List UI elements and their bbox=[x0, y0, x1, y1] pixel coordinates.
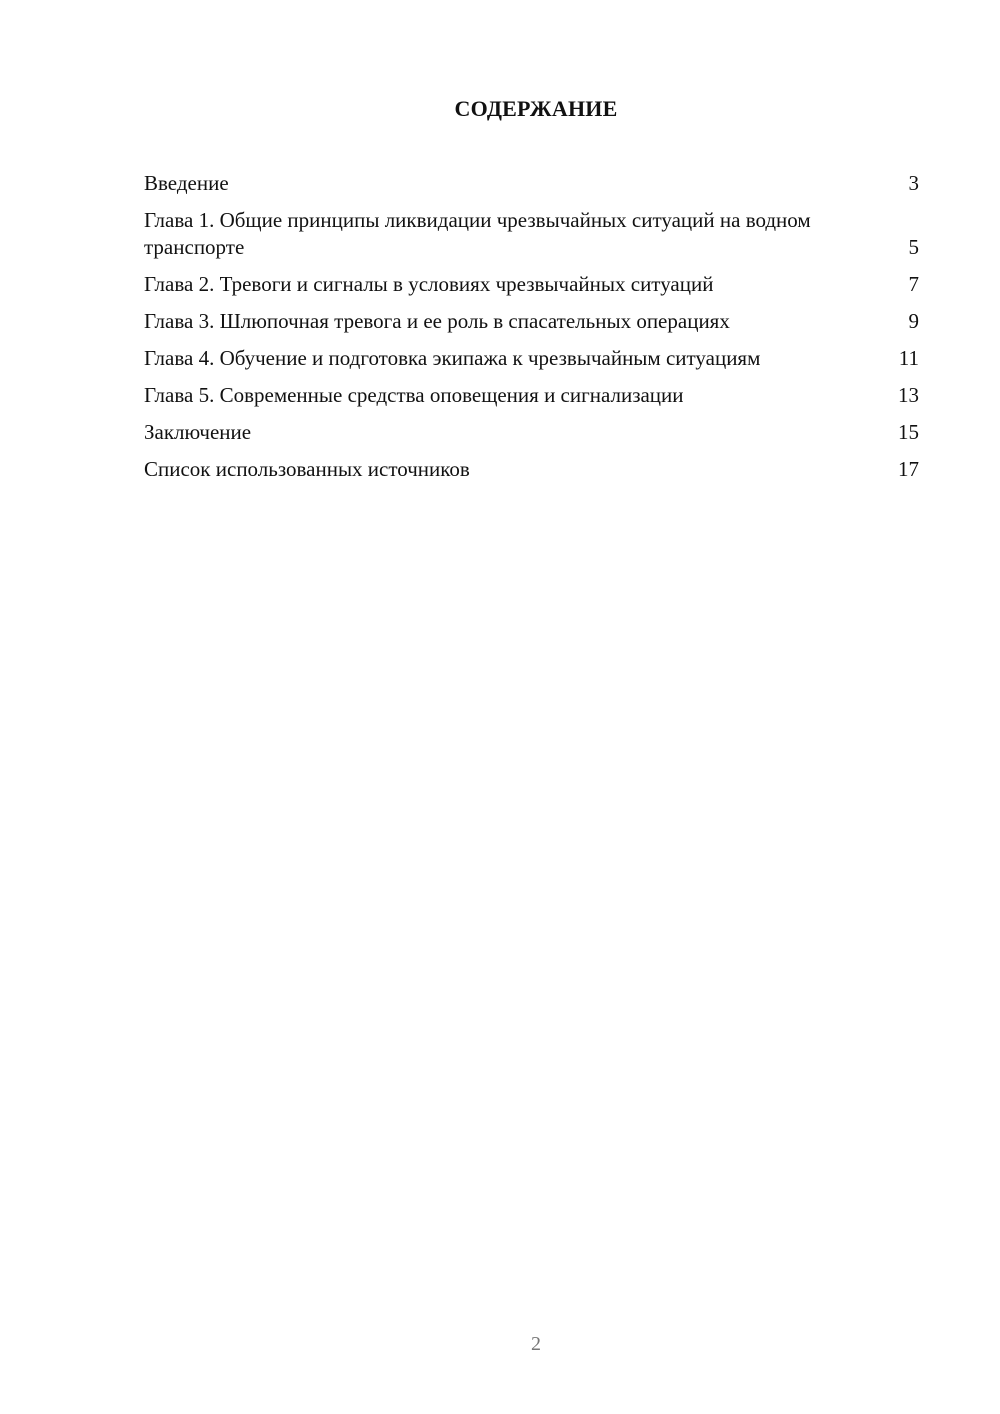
table-of-contents bbox=[144, 170, 919, 493]
toc-entry-page: 5 bbox=[908, 235, 919, 259]
page-title: СОДЕРЖАНИЕ bbox=[454, 96, 618, 121]
toc-entry-page: 17 bbox=[898, 457, 919, 481]
toc-entry-label: Глава 5. Современные средства оповещения и сигнализации bbox=[144, 383, 684, 407]
toc-entry-label: Глава 3. Шлюпочная тревога и ее роль в спасательных операциях bbox=[144, 309, 730, 333]
toc-entry-chapter-5 bbox=[144, 382, 919, 409]
toc-entry-chapter-2 bbox=[144, 271, 919, 298]
toc-entry-chapter-1 bbox=[144, 207, 919, 261]
toc-entry-label: Глава 2. Тревоги и сигналы в условиях чрезвычайных ситуаций bbox=[144, 272, 714, 296]
toc-entry-chapter-4 bbox=[144, 345, 919, 372]
toc-entry-label: Список использованных источников bbox=[144, 457, 470, 481]
toc-entry-label: Заключение bbox=[144, 420, 252, 444]
toc-entry-references bbox=[144, 456, 919, 483]
page-number: 2 bbox=[531, 1333, 541, 1355]
toc-entry-page: 3 bbox=[908, 171, 919, 195]
toc-entry-chapter-3 bbox=[144, 308, 919, 335]
toc-entry-page: 7 bbox=[908, 272, 919, 296]
toc-entry-label: Введение bbox=[144, 171, 229, 195]
toc-entry-page: 11 bbox=[898, 346, 919, 370]
toc-entry-page: 9 bbox=[908, 309, 919, 333]
toc-entry-label: Глава 1. Общие принципы ликвидации чрезвычайных ситуаций на водном транспорте bbox=[144, 208, 811, 259]
toc-entry-page: 15 bbox=[898, 420, 919, 444]
toc-entry-page: 13 bbox=[898, 383, 919, 407]
toc-entry-conclusion bbox=[144, 419, 919, 446]
toc-entry-introduction bbox=[144, 170, 919, 197]
toc-entry-label: Глава 4. Обучение и подготовка экипажа к чрезвычайным ситуациям bbox=[144, 346, 761, 370]
